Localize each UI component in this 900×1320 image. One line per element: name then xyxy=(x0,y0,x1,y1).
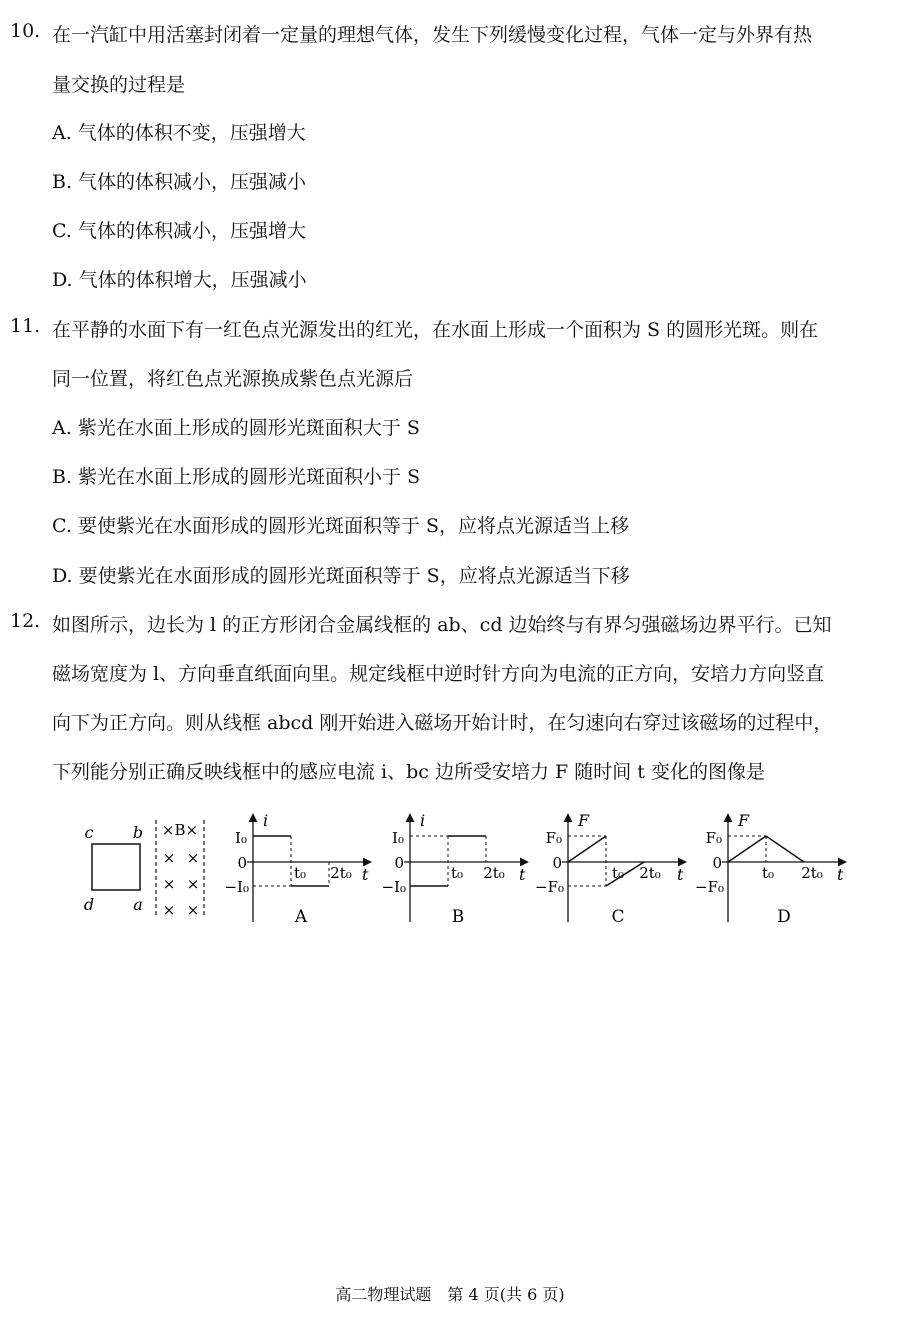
zero-label: 0 xyxy=(237,854,247,872)
y-axis-label: F xyxy=(738,811,750,830)
page-footer: 高二物理试题 第 4 页(共 6 页) xyxy=(335,1285,565,1304)
x-axis-label: t xyxy=(677,865,684,884)
question-number: 12. xyxy=(10,610,41,632)
graph-d xyxy=(695,811,846,927)
question-stem-line: 如图所示，边长为 l 的正方形闭合金属线框的 ab、cd 边始终与有界匀强磁场边界平行。已知 xyxy=(52,614,832,636)
option-c: C. 要使紫光在水面形成的圆形光斑面积等于 S，应将点光源适当上移 xyxy=(52,515,629,537)
field-label: ×B× xyxy=(161,821,199,839)
curve-segment xyxy=(568,836,606,862)
label-b: b xyxy=(132,823,144,842)
square-frame xyxy=(92,844,140,890)
magnetic-field xyxy=(156,820,204,919)
t1-label: t₀ xyxy=(761,864,775,882)
graph-b xyxy=(381,811,528,927)
neg-label: −I₀ xyxy=(381,878,406,896)
graph-label: B xyxy=(451,907,465,927)
zero-label: 0 xyxy=(394,854,404,872)
graph-label: D xyxy=(777,907,791,927)
wire-frame xyxy=(84,823,143,914)
label-d: d xyxy=(83,895,95,914)
pos-label: F₀ xyxy=(705,829,722,847)
t2-label: 2t₀ xyxy=(801,864,823,882)
option-b: B. 气体的体积减小，压强减小 xyxy=(52,171,307,193)
neg-label: −I₀ xyxy=(224,878,249,896)
option-a: A. 紫光在水面上形成的圆形光斑面积大于 S xyxy=(52,417,420,439)
option-d: D. 气体的体积增大，压强减小 xyxy=(52,269,307,291)
option-c: C. 气体的体积减小，压强增大 xyxy=(52,220,306,242)
field-cross: × xyxy=(162,875,176,893)
option-b: B. 紫光在水面上形成的圆形光斑面积小于 S xyxy=(52,466,421,488)
label-a: a xyxy=(133,895,143,914)
label-c: c xyxy=(84,823,94,842)
graph-c xyxy=(535,811,686,927)
option-a: A. 气体的体积不变，压强增大 xyxy=(52,122,306,144)
question-stem-line: 磁场宽度为 l、方向垂直纸面向里。规定线框中逆时针方向为电流的正方向，安培力方向竖直 xyxy=(52,663,825,685)
y-axis-label: i xyxy=(420,811,426,830)
question-stem-line: 下列能分别正确反映线框中的感应电流 i、bc 边所受安培力 F 随时间 t 变化的图像是 xyxy=(52,761,765,783)
zero-label: 0 xyxy=(712,854,722,872)
option-d: D. 要使紫光在水面形成的圆形光斑面积等于 S，应将点光源适当下移 xyxy=(52,565,630,587)
pos-label: I₀ xyxy=(392,829,404,847)
field-cross: × xyxy=(162,901,176,919)
zero-label: 0 xyxy=(552,854,562,872)
question-stem-line: 量交换的过程是 xyxy=(52,74,186,96)
question-12-figure xyxy=(0,800,900,940)
t2-label: 2t₀ xyxy=(483,864,505,882)
pos-label: I₀ xyxy=(235,829,247,847)
t2-label: 2t₀ xyxy=(330,864,352,882)
neg-label: −F₀ xyxy=(535,878,564,896)
y-axis-label: i xyxy=(263,811,269,830)
neg-label: −F₀ xyxy=(695,878,724,896)
graph-a xyxy=(224,811,371,927)
question-stem-line: 在平静的水面下有一红色点光源发出的红光，在水面上形成一个面积为 S 的圆形光斑。则在 xyxy=(52,319,819,341)
question-stem-line: 同一位置，将红色点光源换成紫色点光源后 xyxy=(52,368,414,390)
question-stem-line: 向下为正方向。则从线框 abcd 刚开始进入磁场开始计时，在匀速向右穿过该磁场的过程中， xyxy=(52,712,833,734)
graph-label: A xyxy=(294,907,308,927)
question-number: 11. xyxy=(10,315,41,337)
question-number: 10. xyxy=(10,20,41,42)
y-axis-label: F xyxy=(578,811,590,830)
field-cross: × xyxy=(186,849,200,867)
field-cross: × xyxy=(186,875,200,893)
t1-label: t₀ xyxy=(450,864,464,882)
question-stem-line: 在一汽缸中用活塞封闭着一定量的理想气体，发生下列缓慢变化过程，气体一定与外界有热 xyxy=(52,24,813,46)
t1-label: t₀ xyxy=(611,864,625,882)
x-axis-label: t xyxy=(837,865,844,884)
t2-label: 2t₀ xyxy=(639,864,661,882)
x-axis-label: t xyxy=(362,865,369,884)
graph-label: C xyxy=(611,907,625,927)
pos-label: F₀ xyxy=(545,829,562,847)
field-cross: × xyxy=(162,849,176,867)
x-axis-label: t xyxy=(519,865,526,884)
t1-label: t₀ xyxy=(293,864,307,882)
field-cross: × xyxy=(186,901,200,919)
